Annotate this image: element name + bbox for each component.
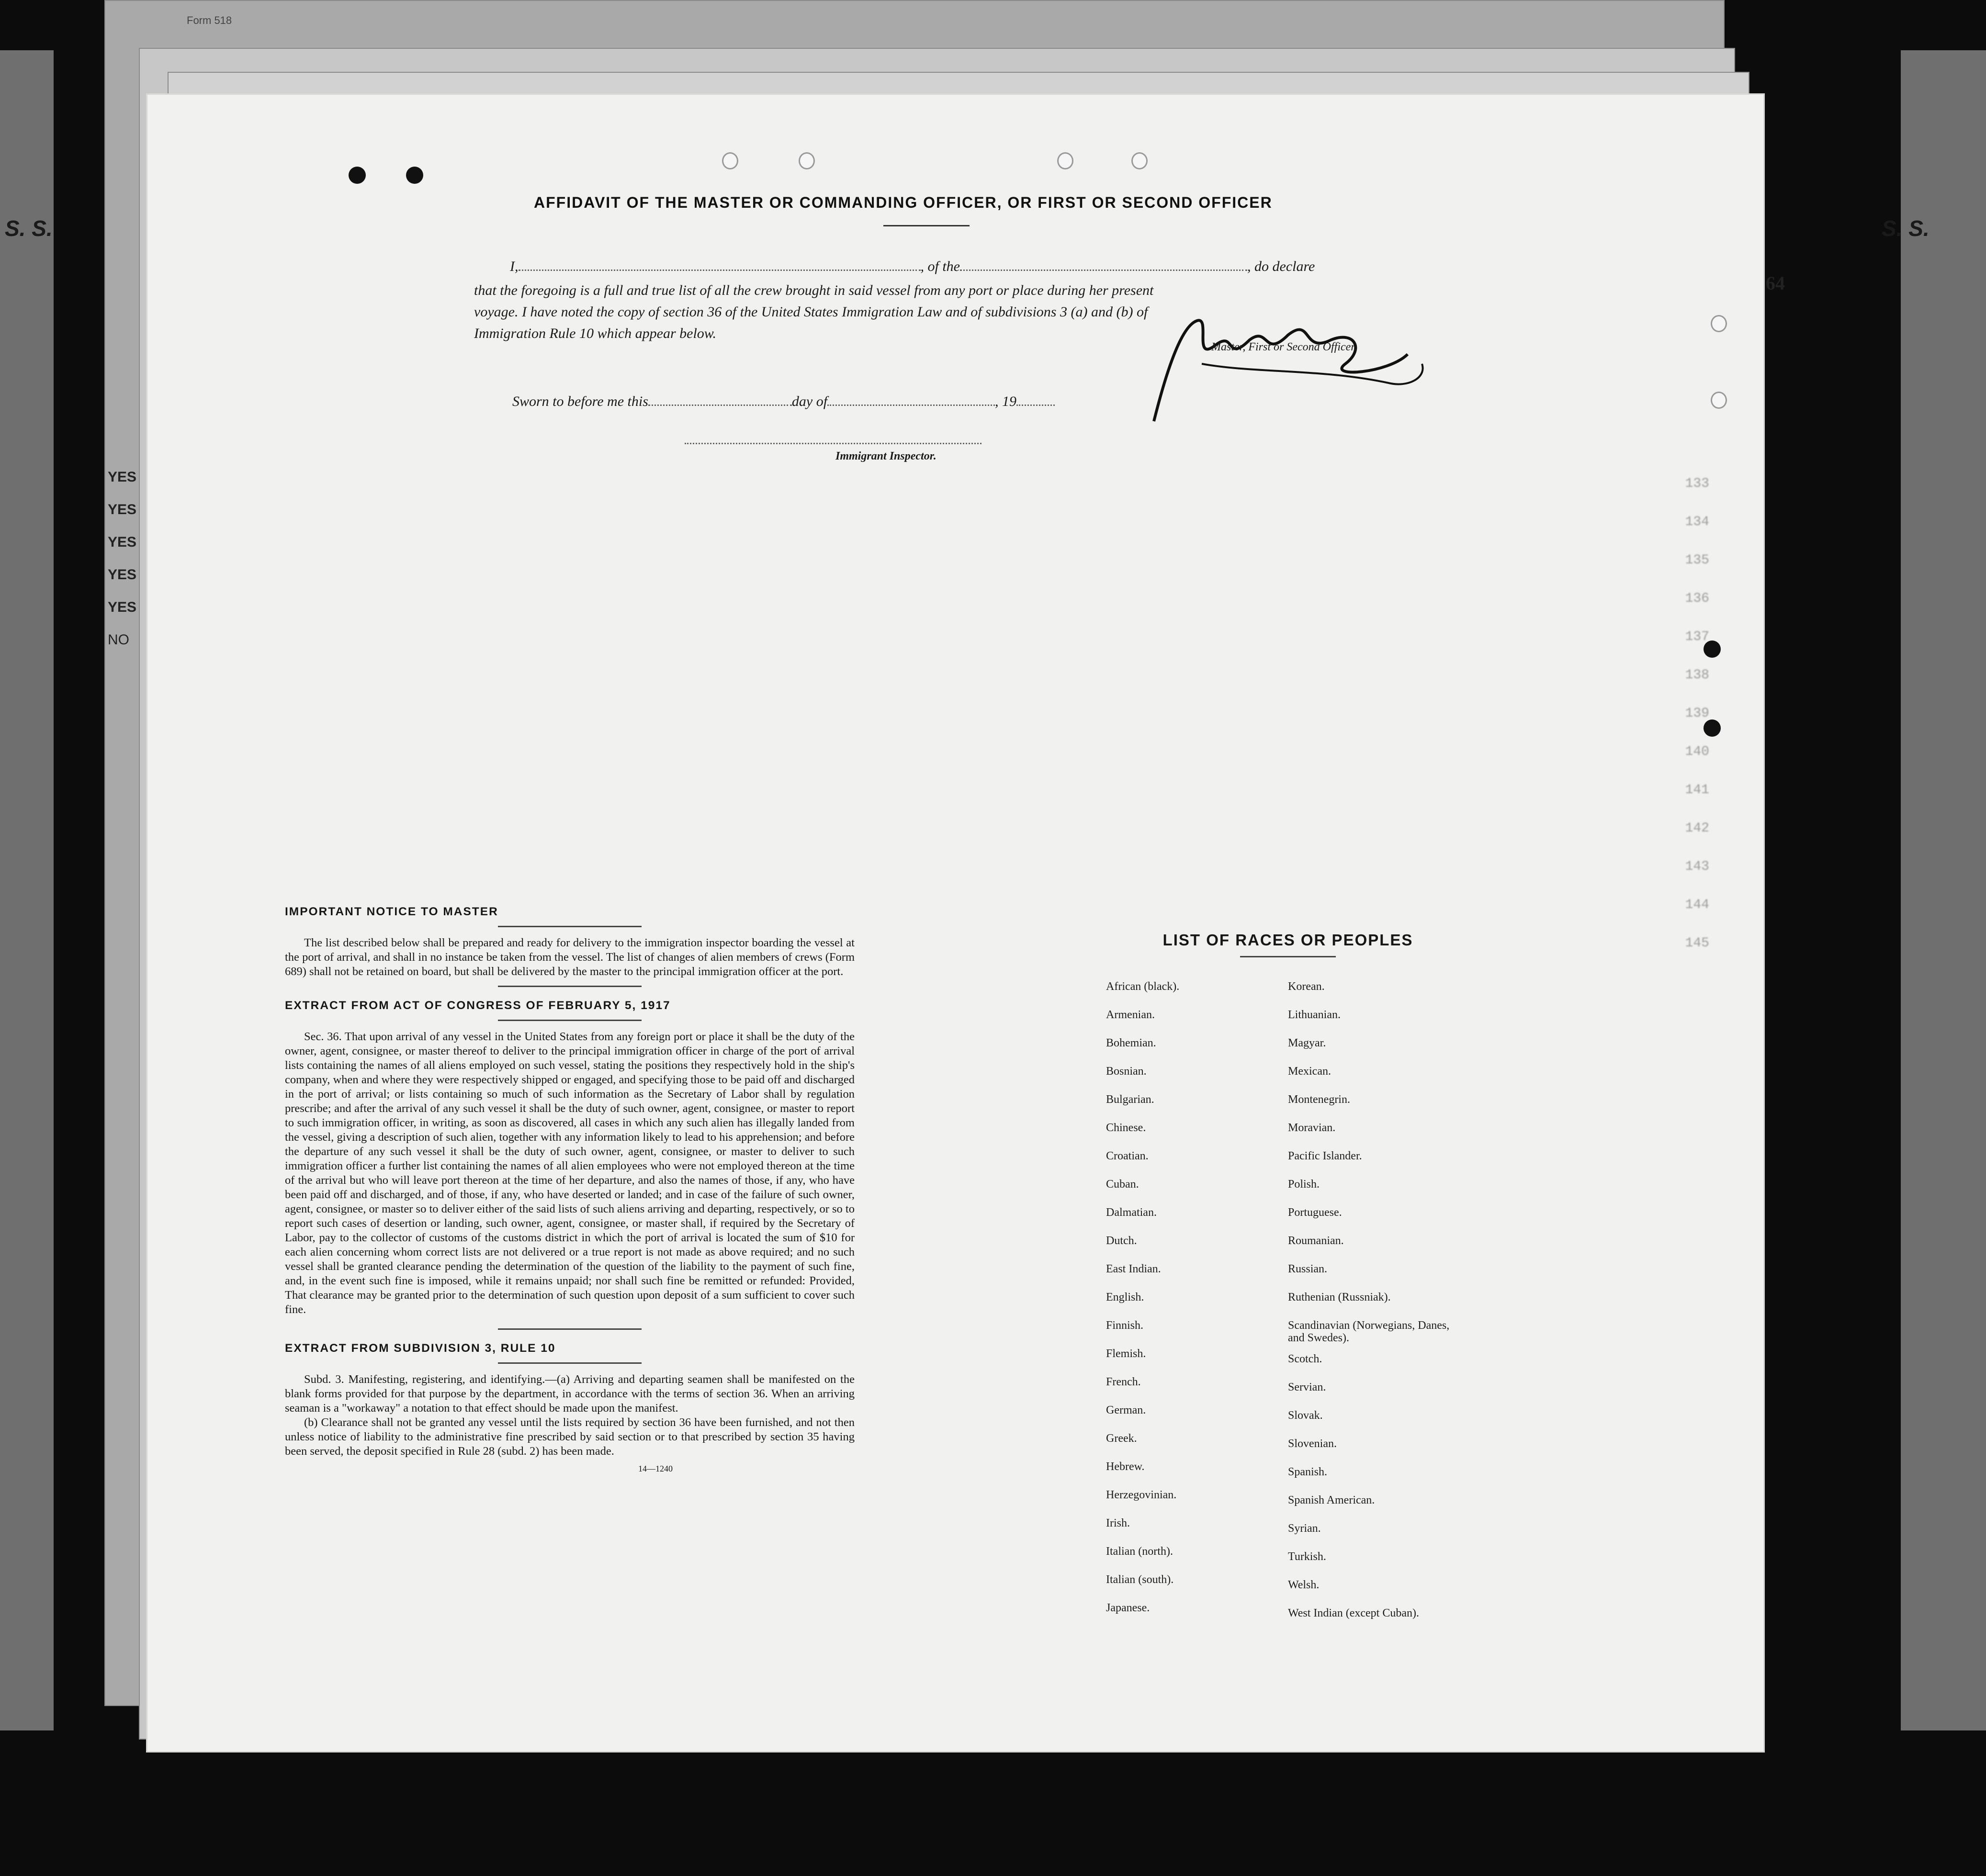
declaration-line-3: voyage. I have noted the copy of section 36 of the United States Immigration Law and of subdivisions 3 (a) and (b) of [474,304,1148,320]
declarant-name-field[interactable] [519,270,921,271]
race-item: African (black). [1106,980,1180,993]
binder-hole [799,152,815,169]
race-item: Bulgarian. [1106,1093,1154,1106]
race-item: Chinese. [1106,1122,1146,1134]
form-code: 14—1240 [638,1464,673,1473]
row-number: 133 [1685,476,1709,491]
form-number: Form 518 [187,14,232,26]
race-item: Spanish American. [1288,1494,1375,1506]
race-item: Mexican. [1288,1065,1331,1078]
binder-hole [1131,152,1148,169]
declaration-line-1 [510,258,1315,275]
binder-hole [722,152,738,169]
race-item: Magyar. [1288,1037,1326,1049]
title-rule [883,225,970,226]
race-item: Hebrew. [1106,1460,1145,1473]
declaration-line-4: Immigration Rule 10 which appear below. [474,326,717,341]
right-ss-label: S. S. [1882,216,1930,241]
inspector-line [685,443,982,444]
race-item: Scandinavian (Norwegians, Danes, and Swedes). [1288,1319,1450,1344]
sworn-line [512,393,1055,410]
master-signature [1140,306,1436,426]
sworn-label: Sworn to before me this [512,393,648,409]
row-number: 143 [1685,859,1709,874]
race-item: Syrian. [1288,1522,1321,1535]
yes-label: YES [108,567,137,583]
races-list [1096,931,1479,966]
race-item: Spanish. [1288,1466,1328,1478]
rule-title: EXTRACT FROM SUBDIVISION 3, RULE 10 [285,1342,556,1355]
race-item: West Indian (except Cuban). [1288,1607,1419,1619]
inspector-label: Immigrant Inspector. [835,450,937,462]
row-number: 134 [1685,515,1709,529]
race-item: German. [1106,1404,1146,1416]
race-item: Flemish. [1106,1348,1146,1360]
left-adjacent-page [0,50,54,1730]
rule-rule [498,1362,642,1364]
punch-hole [349,167,366,184]
race-item: Italian (north). [1106,1545,1173,1558]
race-item: Russian. [1288,1263,1328,1275]
race-item: East Indian. [1106,1263,1161,1275]
race-item: Welsh. [1288,1579,1320,1591]
race-item: Greek. [1106,1432,1137,1445]
race-item: Slovenian. [1288,1438,1337,1450]
race-item: Croatian. [1106,1150,1149,1162]
race-item: Roumanian. [1288,1235,1344,1247]
race-item: Ruthenian (Russniak). [1288,1291,1391,1303]
race-item: Dalmatian. [1106,1206,1157,1219]
act-body: Sec. 36. That upon arrival of any vessel in the United States from any foreign port or place it shall be the duty of the owner, agent, consignee, or master thereof to deliver to the principal immigration officer in charge of the port of arrival lists containing the names of all aliens employed on such vessel, stating the positions they respectively hold in the ship's company, when and where they were respectively shipped or engaged, and specifying those to be paid off and discharged in the port of arrival; or lists containing so much of such information as the Secretary of Labor shall by regulation prescribe; and after the arrival of any such vessel it shall be the duty of such owner, agent, consignee, or master to report to such immigration officer, in writing, as soon as discovered, all cases in which any such alien has illegally landed from the vessel, giving a description of such alien, together with any information likely to lead to his apprehension; and before the departure of any such vessel it shall be the duty of such owner, agent, consignee, or master to deliver to such immigration officer a further list containing the names of all alien employees who were not employed thereon at the time of the arrival but who will leave port thereon at the time of her departure, and also the names of those, if any, who have been paid off and discharged, and of those, if any, who have deserted or landed; and in case of the failure of such owner, agent, consignee, or master so to deliver either of the said lists of such aliens arriving and departing, respectively, or so to report such cases of desertion or landing, such owner, agent, consignee, or master shall, if required by the Secretary of Labor, pay to the collector of customs of the customs district in which the port of arrival is located the sum of $10 for each alien concerning whom correct lists are not delivered or a true report is not made as above required; and no such vessel shall be granted clearance pending the determination of the question of the liability to the payment of such fine, and, in the event such fine is imposed, while it remains unpaid; nor shall such fine be remitted or refunded: Provided, That clearance may be granted prior to the determination of such question upon deposit of a sum sufficient to cover such fine. [285,1030,855,1316]
race-item: Cuban. [1106,1178,1139,1191]
declarant-label: I, [510,258,519,274]
row-number: 142 [1685,821,1709,836]
left-yes-column [108,469,151,664]
races-title: LIST OF RACES OR PEOPLES [1162,931,1413,949]
yes-label: YES [108,534,137,550]
row-number: 139 [1685,706,1709,721]
ship-label: , of the [920,258,960,274]
race-item: Herzegovinian. [1106,1489,1177,1501]
rule-body-b: (b) Clearance shall not be granted any vessel until the lists required by section 36 have been furnished, and not then unless notice of liability to the administrative fine prescribed by said section or to that prescribed by section 35 having been served, the deposit specified in Rule 28 (subd. 2) has been made. [285,1416,855,1458]
rule-body-a: Subd. 3. Manifesting, registering, and identifying.—(a) Arriving and departing seamen shall be manifested on the blank forms provided for that purpose by the department, in accordance with the terms of section 36. When an arriving seaman is a "workaway" a notation to that effect should be made upon the manifest. [285,1373,855,1415]
act-rule [498,1328,642,1330]
race-item: Scotch. [1288,1353,1322,1365]
left-ss-label: S. S. [5,216,53,241]
day-of-label: day of [791,393,828,409]
notice-rule [498,986,642,987]
ship-name-field[interactable] [960,270,1247,271]
binder-hole [1057,152,1073,169]
binder-hole [1711,392,1727,409]
row-number: 145 [1685,936,1709,951]
race-item: Pacific Islander. [1288,1150,1362,1162]
race-item: Slovak. [1288,1409,1323,1422]
row-number: 144 [1685,898,1709,912]
binder-hole [1711,315,1727,332]
row-number: 141 [1685,783,1709,798]
punch-hole [406,167,423,184]
affidavit-title: AFFIDAVIT OF THE MASTER OR COMMANDING OFFICER, OR FIRST OR SECOND OFFICER [534,194,1273,211]
races-rule [1240,956,1336,957]
declare-label: , do declare [1247,258,1315,274]
race-item: Bohemian. [1106,1037,1156,1049]
no-label: NO [108,632,129,648]
declaration-line-2: that the foregoing is a full and true list of all the crew brought in said vessel from any port or place during her present [474,282,1154,298]
race-item: Bosnian. [1106,1065,1147,1078]
race-item: Servian. [1288,1381,1326,1393]
row-number: 138 [1685,668,1709,683]
act-title: EXTRACT FROM ACT OF CONGRESS OF FEBRUARY 5, 1917 [285,999,671,1012]
race-item: Moravian. [1288,1122,1336,1134]
race-item: French. [1106,1376,1141,1388]
notice-title: IMPORTANT NOTICE TO MASTER [285,905,498,918]
row-number: 137 [1685,629,1709,644]
act-rule [498,1020,642,1021]
race-item: Korean. [1288,980,1325,993]
race-item: Armenian. [1106,1009,1155,1021]
year-label: , 19 [995,393,1017,409]
row-number: 136 [1685,591,1709,606]
yes-label: YES [108,502,137,517]
notice-rule [498,926,642,927]
notice-column [285,905,855,1476]
race-item: English. [1106,1291,1144,1303]
row-number: 135 [1685,553,1709,568]
sworn-year-field[interactable] [1016,404,1055,406]
race-item: Turkish. [1288,1550,1326,1563]
signature-label: Master, First or Second Officer. [1211,341,1357,353]
row-number: 140 [1685,744,1709,759]
yes-label: YES [108,599,137,615]
race-item: Portuguese. [1288,1206,1342,1219]
right-adjacent-page [1901,50,1986,1730]
notice-body: The list described below shall be prepared and ready for delivery to the immigration inspector boarding the vessel at the port of arrival, and shall in no instance be taken from the vessel. The list of changes of alien members of crews (Form 689) shall not be retained on board, but shall be delivered by the master to the principal immigration officer at the port. [285,936,855,978]
race-item: Irish. [1106,1517,1130,1529]
page-number: 64 [1766,272,1785,294]
race-item: Polish. [1288,1178,1320,1191]
punch-hole [1704,719,1721,737]
yes-label: YES [108,469,137,485]
race-item: Montenegrin. [1288,1093,1350,1106]
race-item: Finnish. [1106,1319,1144,1332]
race-item: Japanese. [1106,1602,1150,1614]
race-item: Lithuanian. [1288,1009,1341,1021]
sworn-month-field[interactable] [827,404,995,406]
race-item: Italian (south). [1106,1573,1174,1586]
race-item: Dutch. [1106,1235,1137,1247]
sworn-day-field[interactable] [648,404,792,406]
